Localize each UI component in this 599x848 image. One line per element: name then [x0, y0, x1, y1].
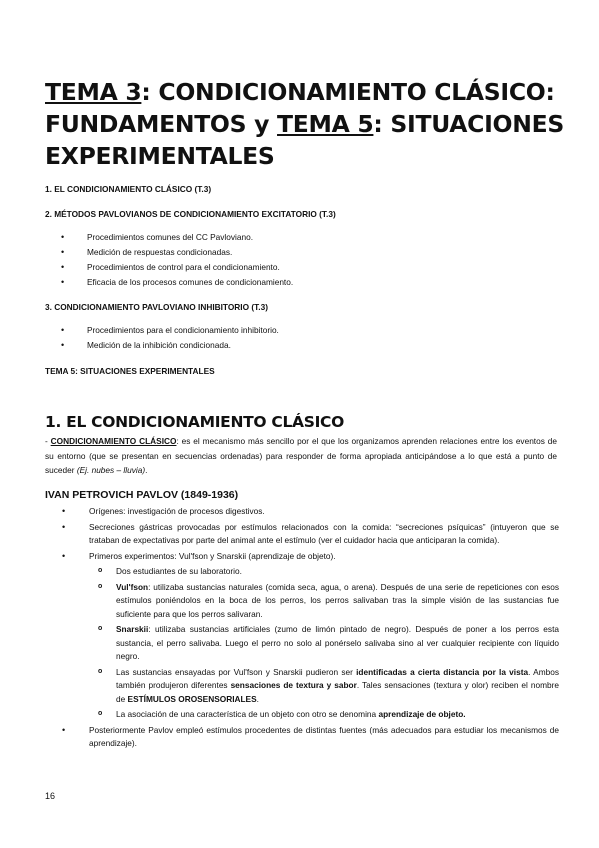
toc-item-3-list — [45, 323, 279, 353]
toc-item-2-list — [45, 230, 293, 290]
vulfson-term: Vul'fson — [116, 581, 149, 592]
list-item: • Secreciones gástricas provocadas por estímulos relacionados con la comida: “secreciones psíquicas” (intuyeron que se trataban de expectativas por parte del animal ante el estímulo (ver el cuidador hacia que anticiparan la comida). — [45, 521, 559, 548]
definition-term: CONDICIONAMIENTO CLÁSICO — [50, 436, 177, 446]
title-tema3: TEMA 3 — [45, 78, 142, 106]
snarskii-term: Snarskii — [116, 624, 149, 634]
toc-item-1: 1. EL CONDICIONAMIENTO CLÁSICO (T.3) — [45, 184, 212, 194]
definition-text: : es el mecanismo más sencillo por el que los organizamos aprenden relaciones entre los eventos de su entorno (que se presentan en secuencias ordenadas) para responder de forma apropiada anticipándose a lo que está a punto de suceder — [45, 436, 557, 475]
list-item: • Posteriormente Pavlov empleó estímulos procedentes de distintas fuentes (más adecuados para estudiar los mecanismos de aprendizaje). — [45, 724, 559, 751]
orosensory-text-a: Las sustancias ensayadas por Vul'fson y Snarskii pudieron ser — [116, 666, 357, 677]
subheading-pavlov: IVAN PETROVICH PAVLOV (1849-1936) — [45, 489, 239, 501]
snarskii-text: : utilizaba sustancias artificiales (zumo de limón pintado de negro). Después de poner a los perros esta sustancia, el perro salivaba. Luego el perro no solo al ponérselo salivaba sino al ver cualquier recipiente con líquido negro. — [116, 624, 559, 661]
orosensory-text-d: sensaciones de textura y sabor — [230, 680, 357, 690]
orosensory-text-f: ESTÍMULOS OROSENSORIALES — [127, 693, 257, 704]
definition-prefix: - — [45, 436, 51, 446]
definition-paragraph — [45, 434, 557, 478]
orosensory-text-b: identificadas a cierta distancia por la vista — [356, 666, 529, 677]
title-tema5: TEMA 5 — [277, 110, 374, 138]
sub-list-item: o Dos estudiantes de su laboratorio. — [45, 565, 559, 579]
toc-item-2: 2. MÉTODOS PAVLOVIANOS DE CONDICIONAMIENTO EXCITATORIO (T.3) — [45, 209, 336, 219]
toc-item-3: 3. CONDICIONAMIENTO PAVLOVIANO INHIBITORIO (T.3) — [45, 302, 268, 312]
list-item: • Procedimientos para el condicionamiento inhibitorio. — [45, 323, 279, 338]
sub-list-item — [45, 666, 559, 707]
vulfson-text: : utilizaba sustancias naturales (comida seca, agua, o arena). Después de una serie de repeticiones con esos estímulos poniéndolos en la boca de los perros, los perros salivaban tras la simple visión de las sustancias fue suficiente para que los perros salivaran. — [116, 581, 559, 619]
list-item: • Eficacia de los procesos comunes de condicionamiento. — [45, 275, 293, 290]
list-item: • Medición de la inhibición condicionada. — [45, 338, 279, 353]
sub-list-item — [45, 708, 559, 722]
definition-end: . — [145, 465, 148, 475]
pavlov-list — [45, 505, 559, 753]
orosensory-text-e: . Tales sensaciones (textura y olor) reciben el nombre de — [116, 680, 559, 704]
list-item: • Procedimientos de control para el condicionamiento. — [45, 260, 293, 275]
orosensory-text-g: . — [256, 693, 259, 704]
toc-item-4: TEMA 5: SITUACIONES EXPERIMENTALES — [45, 366, 215, 376]
list-item: • Primeros experimentos: Vul'fson y Snarskii (aprendizaje de objeto). — [45, 550, 559, 564]
list-item: • Procedimientos comunes del CC Pavloviano. — [45, 230, 293, 245]
page-number: 16 — [45, 791, 56, 801]
section-heading: 1. EL CONDICIONAMIENTO CLÁSICO — [45, 413, 345, 431]
list-item: • Medición de respuestas condicionadas. — [45, 245, 293, 260]
definition-example: (Ej. nubes – lluvia) — [76, 465, 146, 475]
sub-list-item — [45, 623, 559, 664]
page-title — [45, 76, 565, 172]
title-part4: : SITUACIONES EXPERIMENTALES — [45, 110, 564, 170]
object-learning-text: La asociación de una característica de un objeto con otro se denomina — [116, 709, 379, 719]
orosensory-text-c: . Ambos también produjeron diferentes — [116, 666, 559, 690]
list-item: • Orígenes: investigación de procesos digestivos. — [45, 505, 559, 519]
object-learning-term: aprendizaje de objeto. — [378, 709, 466, 719]
title-part2: : CONDICIONAMIENTO CLÁSICO: FUNDAMENTOS y — [45, 78, 555, 138]
sub-list-item — [45, 581, 559, 622]
